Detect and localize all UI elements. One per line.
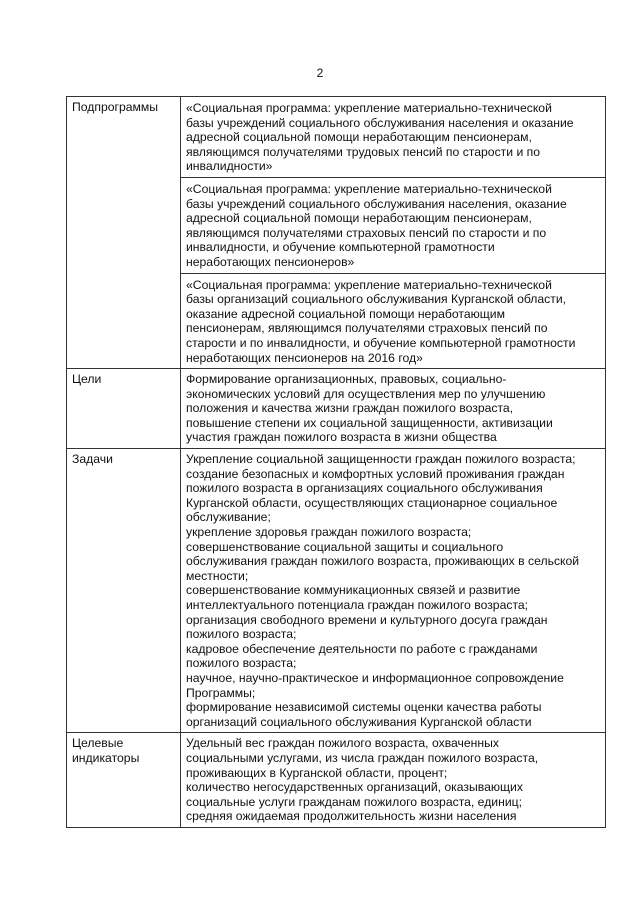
label-cell-empty bbox=[67, 177, 181, 273]
text-line: адресной социальной помощи неработающим пенсионерам, bbox=[186, 211, 532, 226]
text-line: количество негосударственных организаций, оказывающих bbox=[186, 780, 523, 795]
label-cell bbox=[67, 733, 181, 828]
text-line: базы учреждений социального обслуживания населения, оказание bbox=[186, 196, 567, 211]
text-line: пожилого возраста; bbox=[186, 656, 297, 671]
label-cell bbox=[67, 97, 181, 178]
table-row-subprograms-2 bbox=[67, 177, 606, 273]
text-line: базы учреждений социального обслуживания населения и оказание bbox=[186, 115, 574, 130]
indicators-label-line: индикаторы bbox=[72, 750, 140, 765]
text-line: организаций социального обслуживания Курганской области bbox=[186, 714, 532, 729]
program-passport-table bbox=[66, 96, 606, 828]
indicators-text bbox=[181, 733, 606, 828]
text-line: научное, научно-практическое и информационное сопровождение bbox=[186, 670, 564, 685]
text-line: социальные услуги гражданам пожилого возраста, единиц; bbox=[186, 794, 523, 809]
page-number: 2 bbox=[316, 66, 324, 80]
text-line: социальными услугами, из числа граждан пожилого возраста, bbox=[186, 750, 539, 765]
text-line: формирование независимой системы оценки качества работы bbox=[186, 700, 542, 715]
text-line: положения и качества жизни граждан пожилого возраста, bbox=[186, 401, 514, 416]
table-row-tasks bbox=[67, 449, 606, 733]
text-line: «Социальная программа: укрепление материально-технической bbox=[186, 277, 552, 292]
text-line: являющимся получателями трудовых пенсий по старости и по bbox=[186, 144, 541, 159]
label-cell-empty bbox=[67, 273, 181, 369]
text-line: Укрепление социальной защищенности граждан пожилого возраста; bbox=[186, 452, 576, 467]
table-row-subprograms-1 bbox=[67, 97, 606, 178]
goals-text bbox=[181, 369, 606, 449]
text-line: являющимся получателями страховых пенсий по старости и по bbox=[186, 225, 547, 240]
text-line: совершенствование коммуникационных связей и развитие bbox=[186, 583, 521, 598]
text-line: повышение степени их социальной защищенности, активизации bbox=[186, 415, 553, 430]
text-line: интеллектуального потенциала граждан пожилого возраста; bbox=[186, 598, 529, 612]
text-line: «Социальная программа: укрепление материально-технической bbox=[186, 101, 552, 115]
text-line: неработающих пенсионеров на 2016 год» bbox=[186, 350, 423, 365]
tasks-label: Задачи bbox=[72, 452, 113, 467]
text-line: совершенствование социальной защиты и социального bbox=[186, 539, 504, 554]
text-line: обслуживания граждан пожилого возраста, проживающих в сельской bbox=[186, 554, 580, 569]
text-line: пожилого возраста в организациях социального обслуживания bbox=[186, 481, 543, 496]
text-line: пожилого возраста; bbox=[186, 627, 297, 642]
text-line: старости и по инвалидности, и обучение компьютерной грамотности bbox=[186, 335, 576, 350]
text-line: базы организаций социального обслуживания Курганской области, bbox=[186, 292, 567, 307]
text-line: Формирование организационных, правовых, социально- bbox=[186, 372, 507, 387]
tasks-text bbox=[181, 449, 606, 733]
text-line: «Социальная программа: укрепление материально-технической bbox=[186, 181, 552, 196]
text-line: Программы; bbox=[186, 685, 256, 700]
subprogram-2-text bbox=[181, 177, 606, 273]
subprograms-label: Подпрограммы bbox=[72, 100, 159, 114]
goals-label: Цели bbox=[72, 372, 102, 387]
text-line: пенсионерам, являющимся получателями страховых пенсий по bbox=[186, 321, 548, 336]
text-line: обслуживание; bbox=[186, 510, 271, 525]
text-line: кадровое обеспечение деятельности по работе с гражданами bbox=[186, 641, 538, 656]
text-line: проживающих в Курганской области, процент; bbox=[186, 765, 448, 780]
label-cell bbox=[67, 369, 181, 449]
indicators-label-line: Целевые bbox=[72, 736, 124, 751]
text-line: укрепление здоровья граждан пожилого возраста; bbox=[186, 525, 472, 540]
text-line: участия граждан пожилого возраста в жизни общества bbox=[186, 430, 497, 445]
text-line: средняя ожидаемая продолжительность жизни населения bbox=[186, 809, 517, 824]
subprogram-1-text bbox=[181, 97, 606, 178]
table-row-subprograms-3 bbox=[67, 273, 606, 369]
text-line: адресной социальной помощи неработающим пенсионерам, bbox=[186, 130, 532, 145]
text-line: оказание адресной социальной помощи неработающим bbox=[186, 306, 505, 321]
text-line: неработающих пенсионеров» bbox=[186, 254, 355, 269]
text-line: инвалидности, и обучение компьютерной грамотности bbox=[186, 240, 495, 255]
text-line: экономических условий для осуществления мер по улучшению bbox=[186, 386, 546, 401]
text-line: организация свободного времени и культурного досуга граждан bbox=[186, 612, 548, 627]
label-cell bbox=[67, 449, 181, 733]
table-row-indicators bbox=[67, 733, 606, 828]
text-line: Курганской области, осуществляющих стационарное социальное bbox=[186, 495, 558, 510]
text-line: Удельный вес граждан пожилого возраста, охваченных bbox=[186, 736, 499, 751]
text-line: создание безопасных и комфортных условий проживания граждан bbox=[186, 466, 565, 481]
table-row-goals bbox=[67, 369, 606, 449]
text-line: местности; bbox=[186, 568, 249, 583]
subprogram-3-text bbox=[181, 273, 606, 369]
text-line: инвалидности» bbox=[186, 159, 273, 174]
